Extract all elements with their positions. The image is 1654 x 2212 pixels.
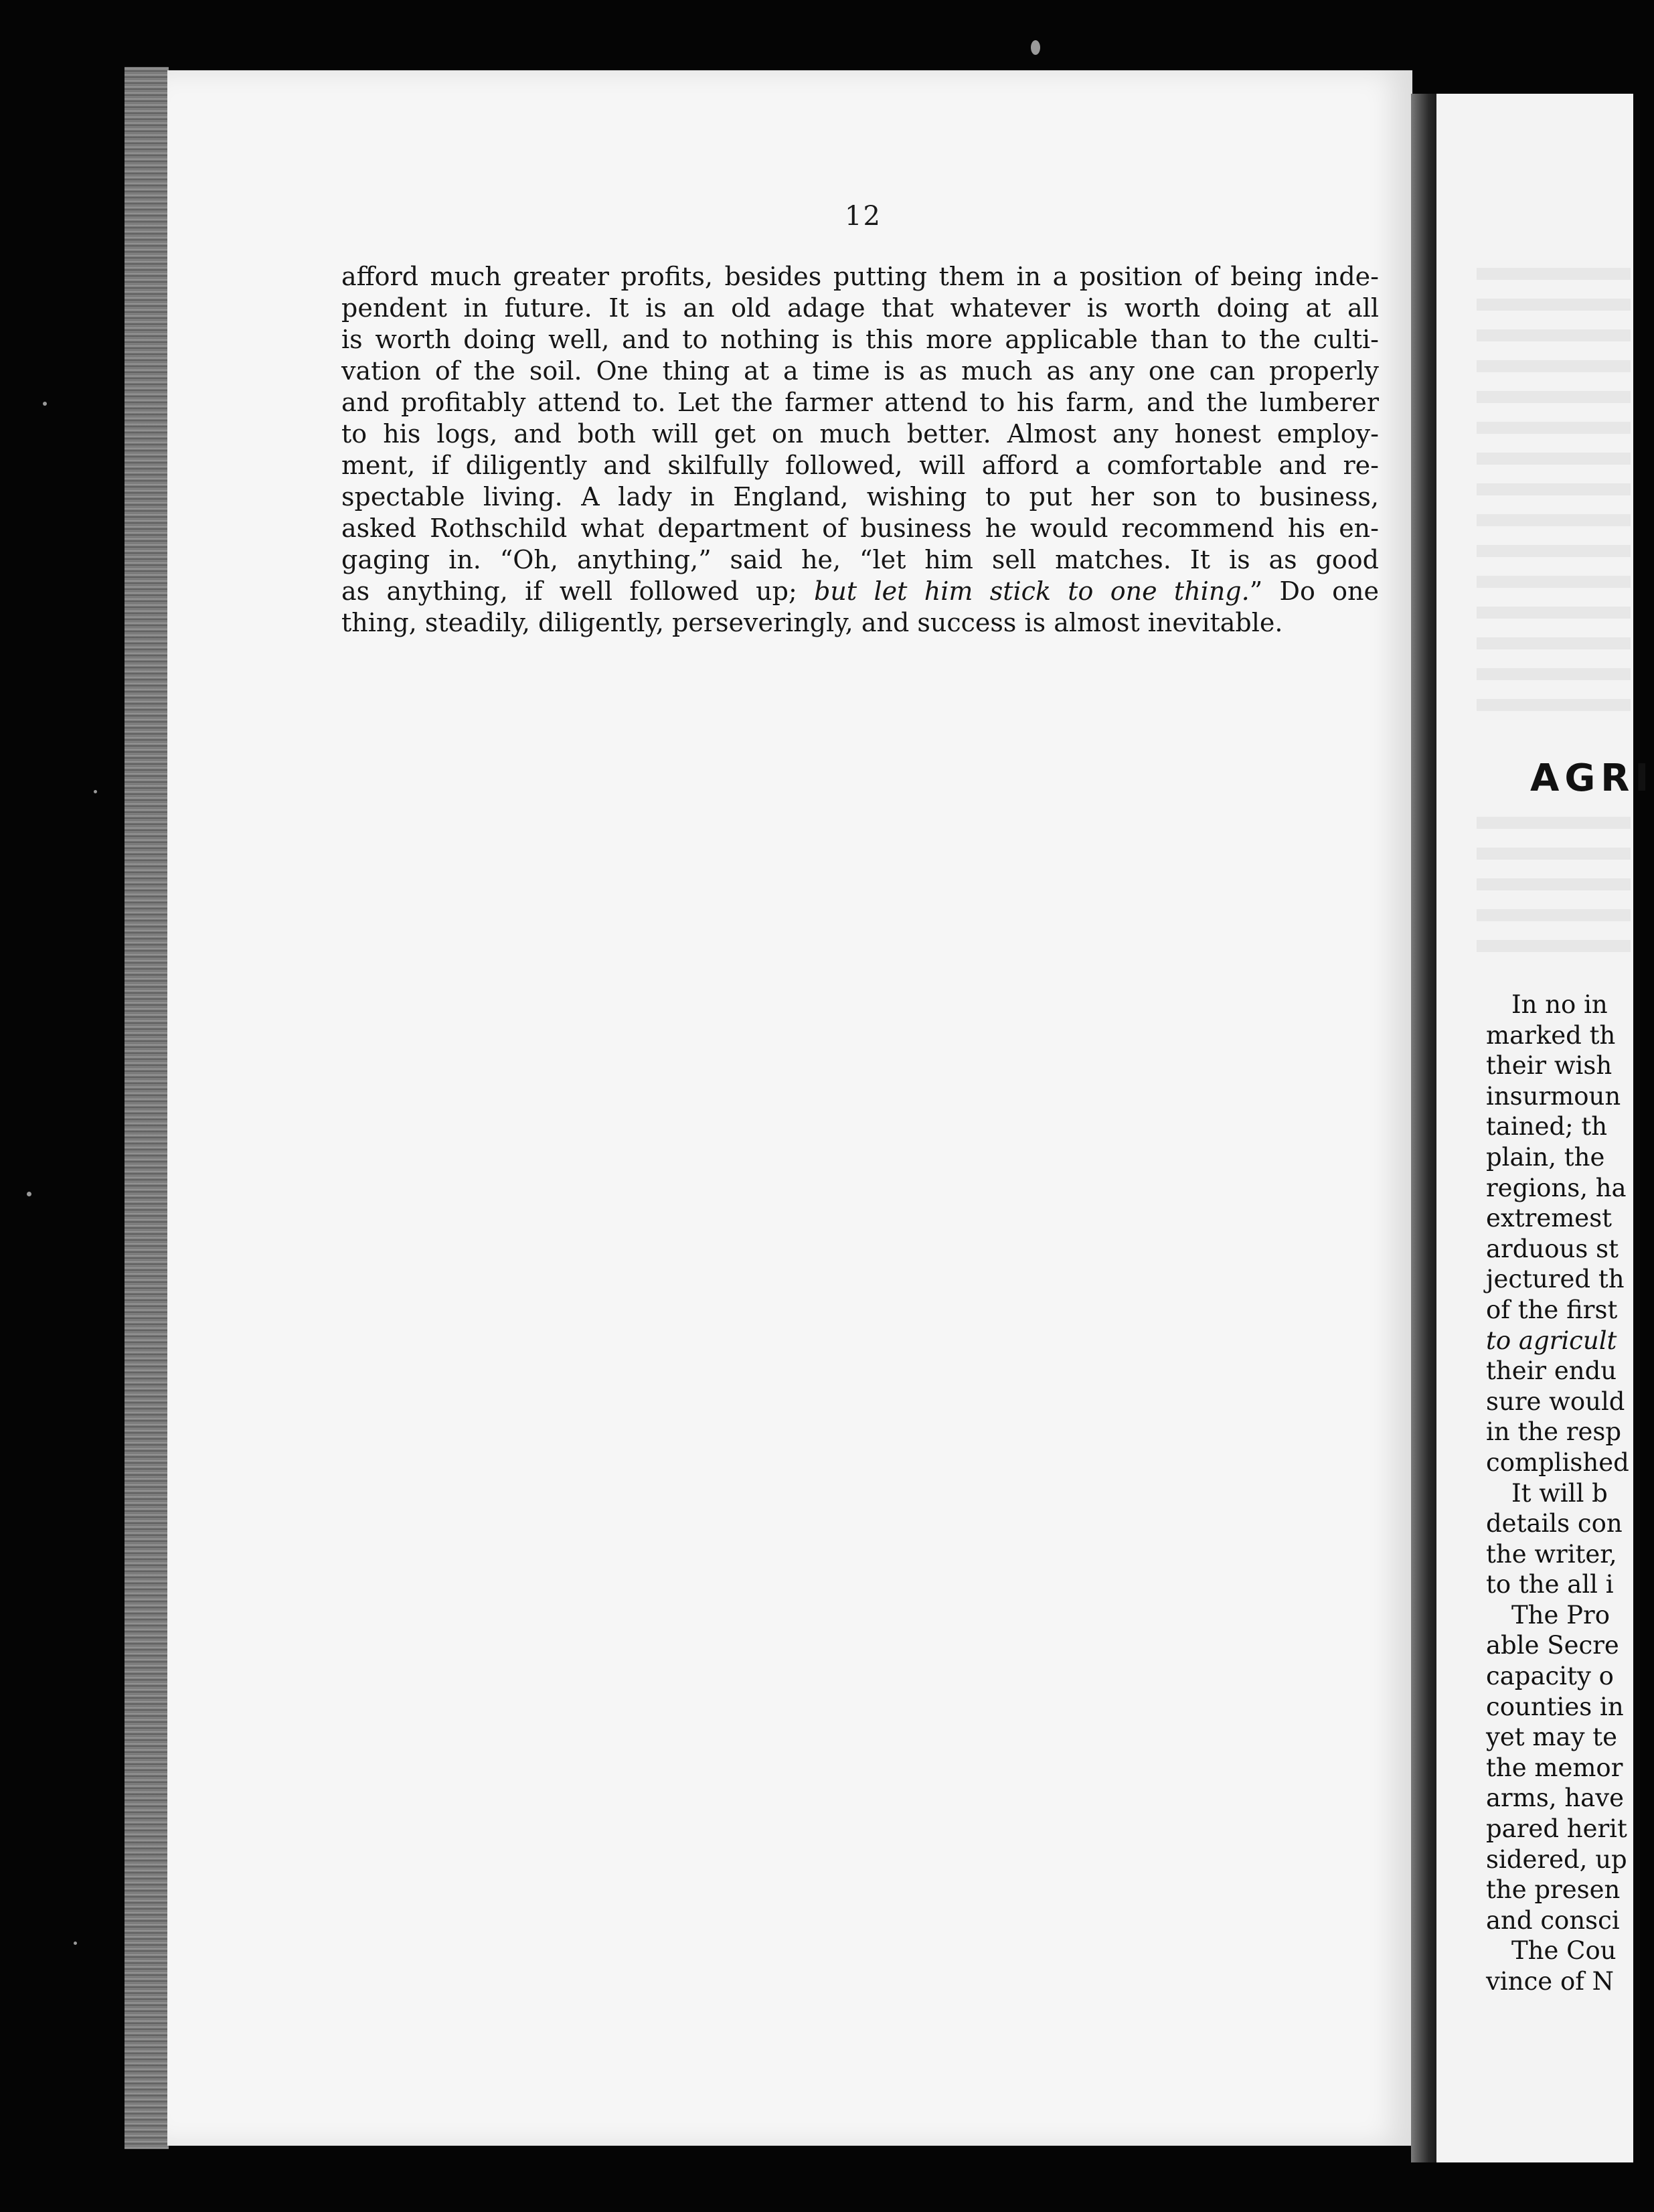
text-line: arms, have xyxy=(1486,1784,1625,1813)
dust-speck xyxy=(43,402,47,406)
text-line: It will b xyxy=(1511,1478,1608,1508)
text-line: pendent in future. It is an old adage that whatever is worth doing at all xyxy=(341,293,1379,323)
text-line: to his logs, and both will get on much better. Almost any honest employ- xyxy=(341,419,1379,449)
text-line: in the resp xyxy=(1486,1417,1622,1447)
text-line: gaging in. “Oh, anything,” said he, “let him sell matches. It is as good xyxy=(341,545,1379,574)
text-line: extremest xyxy=(1486,1204,1612,1233)
text-line: details con xyxy=(1486,1509,1623,1538)
book-spine-edge xyxy=(125,67,169,2149)
italic-phrase: but let him stick to one thing. xyxy=(814,576,1250,606)
body-text xyxy=(341,261,1379,639)
text-line: The Pro xyxy=(1511,1600,1610,1630)
text-line: ment, if diligently and skilfully followed, will afford a comfortable and re- xyxy=(341,451,1379,480)
text-line: able Secre xyxy=(1486,1631,1619,1660)
text-line: plain, the xyxy=(1486,1142,1605,1172)
text-line: vince of N xyxy=(1486,1967,1615,1996)
text-line: insurmoun xyxy=(1486,1081,1621,1111)
text-line: jectured th xyxy=(1486,1265,1625,1294)
dust-speck xyxy=(74,1942,77,1945)
text-line: asked Rothschild what department of business he would recommend his en- xyxy=(341,514,1379,543)
text-line: and consci xyxy=(1486,1905,1620,1935)
text-line: the writer, xyxy=(1486,1539,1617,1569)
text-line: The Cou xyxy=(1511,1936,1617,1966)
text-line: and profitably attend to. Let the farmer attend to his farm, and the lumberer xyxy=(341,388,1379,417)
text-line: sure would xyxy=(1486,1387,1625,1416)
dust-speck xyxy=(27,1192,31,1196)
text-line: is worth doing well, and to nothing is this more applicable than to the culti- xyxy=(341,325,1379,354)
text-line: afford much greater profits, besides putting them in a position of being inde- xyxy=(341,262,1379,291)
right-page-content xyxy=(1436,94,1654,2162)
text-line: tained; th xyxy=(1486,1112,1608,1141)
text-line: complished xyxy=(1486,1447,1629,1477)
text-line: regions, ha xyxy=(1486,1173,1627,1202)
text-line: to agricult xyxy=(1486,1326,1617,1355)
text-line: to the all i xyxy=(1486,1570,1614,1599)
text-line: their endu xyxy=(1486,1356,1617,1386)
text-line: of the first xyxy=(1486,1295,1618,1324)
text-line: counties in xyxy=(1486,1692,1624,1721)
dust-speck xyxy=(1031,40,1040,55)
text-line: their wish xyxy=(1486,1051,1612,1081)
text-line: the presen xyxy=(1486,1875,1621,1905)
text-line: the memor xyxy=(1486,1753,1623,1782)
text-line: spectable living. A lady in England, wishing to put her son to business, xyxy=(341,482,1379,511)
section-heading: AGRI xyxy=(1530,757,1654,800)
text-line: sidered, up xyxy=(1486,1844,1627,1874)
page-number: 12 xyxy=(845,201,882,232)
dust-speck xyxy=(94,790,97,793)
text-segment: as anything, if well followed up; xyxy=(341,576,815,606)
text-line: yet may te xyxy=(1486,1723,1618,1752)
text-line: vation of the soil. One thing at a time is as much as any one can properly xyxy=(341,356,1379,386)
text-line: In no in xyxy=(1511,990,1608,1019)
text-line: capacity o xyxy=(1486,1662,1614,1691)
text-line: pared herit xyxy=(1486,1814,1627,1844)
right-page-text xyxy=(1486,990,1629,1997)
text-segment: ” Do one xyxy=(1249,576,1379,606)
text-line-last: thing, steadily, diligently, perseveringly, and success is almost inevitable. xyxy=(341,608,1283,637)
text-line-with-italic xyxy=(341,576,1379,607)
text-line: marked th xyxy=(1486,1020,1616,1050)
text-line: arduous st xyxy=(1486,1234,1619,1263)
